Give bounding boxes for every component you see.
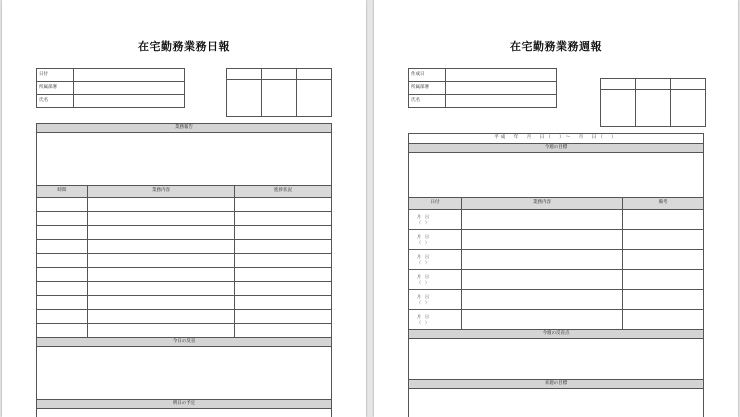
task-report-area	[37, 133, 332, 186]
table-row	[409, 290, 704, 310]
date-cell	[409, 270, 462, 290]
weekly-info-table	[408, 68, 557, 108]
date-cell-weekday: （ ）	[417, 259, 429, 265]
approval-stamp-table	[226, 68, 332, 117]
info-value	[446, 82, 557, 95]
table-cell	[88, 282, 235, 296]
column-header-date: 日付	[409, 198, 462, 210]
date-cell-month-day: 月 日	[417, 293, 429, 299]
table-cell	[235, 226, 332, 240]
info-value	[74, 95, 185, 108]
table-cell	[37, 310, 88, 324]
table-row	[37, 198, 332, 212]
table-cell	[88, 212, 235, 226]
column-header-notes: 備考	[623, 198, 704, 210]
daily-report-sheet	[2, 0, 366, 417]
reflection-area	[37, 347, 332, 400]
table-cell	[88, 226, 235, 240]
week-reflection-area	[409, 339, 704, 380]
table-row	[37, 296, 332, 310]
table-cell	[235, 296, 332, 310]
daily-report-title: 在宅勤務業務日報	[138, 40, 230, 53]
table-cell	[235, 268, 332, 282]
table-cell	[623, 210, 704, 230]
column-header-task: 業務内容	[88, 186, 235, 198]
table-cell	[623, 250, 704, 270]
daily-main-table	[36, 123, 332, 417]
date-cell-weekday: （ ）	[417, 299, 429, 305]
table-cell	[37, 240, 88, 254]
date-cell-weekday: （ ）	[417, 279, 429, 285]
table-row	[37, 324, 332, 338]
table-cell	[37, 282, 88, 296]
weekly-report-sheet	[374, 0, 738, 417]
table-cell	[37, 324, 88, 338]
table-cell	[462, 210, 623, 230]
column-header-time: 時間	[37, 186, 88, 198]
report-period: 平成 年 月 日（ ）〜 月 日（ ）	[409, 134, 704, 144]
table-row	[409, 230, 704, 250]
date-cell-month-day: 月 日	[417, 233, 429, 239]
section-header-week-reflection: 今週の反省点	[409, 330, 704, 339]
table-cell	[37, 254, 88, 268]
table-cell	[235, 310, 332, 324]
section-header-reflection: 今日の反省	[37, 338, 332, 347]
table-cell	[235, 240, 332, 254]
info-value	[446, 95, 557, 108]
date-cell-weekday: （ ）	[417, 319, 429, 325]
table-row	[37, 254, 332, 268]
info-label-date: 日付	[37, 69, 74, 82]
info-label-created: 作成日	[409, 69, 446, 82]
date-cell-month-day: 月 日	[417, 273, 429, 279]
daily-info-table	[36, 68, 185, 108]
next-goal-area	[409, 389, 704, 417]
table-row	[37, 310, 332, 324]
table-cell	[235, 324, 332, 338]
table-cell	[623, 230, 704, 250]
table-cell	[623, 270, 704, 290]
date-cell-month-day: 月 日	[417, 313, 429, 319]
date-cell	[409, 290, 462, 310]
date-cell	[409, 210, 462, 230]
table-cell	[37, 296, 88, 310]
table-cell	[462, 230, 623, 250]
info-value	[74, 69, 185, 82]
weekly-main-table	[408, 133, 704, 417]
table-row	[37, 240, 332, 254]
date-cell-month-day: 月 日	[417, 253, 429, 259]
table-cell	[88, 296, 235, 310]
info-label-department: 所属部署	[37, 82, 74, 95]
table-cell	[37, 212, 88, 226]
date-cell-weekday: （ ）	[417, 239, 429, 245]
info-label-department: 所属部署	[409, 82, 446, 95]
table-cell	[623, 310, 704, 330]
table-cell	[88, 198, 235, 212]
table-row	[409, 270, 704, 290]
weekly-report-title: 在宅勤務業務週報	[510, 40, 602, 53]
date-cell	[409, 230, 462, 250]
table-row	[409, 310, 704, 330]
tomorrow-area	[37, 409, 332, 417]
date-cell-weekday: （ ）	[417, 219, 429, 225]
table-cell	[88, 310, 235, 324]
table-cell	[37, 226, 88, 240]
table-cell	[462, 310, 623, 330]
section-header-next-goal: 来週の目標	[409, 380, 704, 389]
info-value	[446, 69, 557, 82]
section-header-tomorrow: 明日の予定	[37, 400, 332, 409]
table-cell	[37, 268, 88, 282]
table-cell	[88, 254, 235, 268]
table-row	[37, 282, 332, 296]
column-header-progress: 進捗状況	[235, 186, 332, 198]
table-cell	[462, 250, 623, 270]
table-row	[37, 226, 332, 240]
section-header-task-report: 業務報告	[37, 124, 332, 133]
table-cell	[88, 324, 235, 338]
date-cell	[409, 310, 462, 330]
table-row	[409, 250, 704, 270]
approval-stamp-table	[600, 78, 706, 127]
week-goal-area	[409, 153, 704, 198]
table-cell	[88, 268, 235, 282]
table-cell	[235, 282, 332, 296]
info-value	[74, 82, 185, 95]
table-row	[409, 210, 704, 230]
table-cell	[235, 254, 332, 268]
table-cell	[462, 270, 623, 290]
table-cell	[235, 198, 332, 212]
column-header-task: 業務内容	[462, 198, 623, 210]
table-cell	[88, 240, 235, 254]
info-label-name: 氏名	[37, 95, 74, 108]
table-cell	[235, 212, 332, 226]
table-cell	[37, 198, 88, 212]
section-header-week-goal: 今週の目標	[409, 144, 704, 153]
table-cell	[623, 290, 704, 310]
date-cell-month-day: 月 日	[417, 213, 429, 219]
date-cell	[409, 250, 462, 270]
table-cell	[462, 290, 623, 310]
table-row	[37, 268, 332, 282]
info-label-name: 氏名	[409, 95, 446, 108]
table-row	[37, 212, 332, 226]
